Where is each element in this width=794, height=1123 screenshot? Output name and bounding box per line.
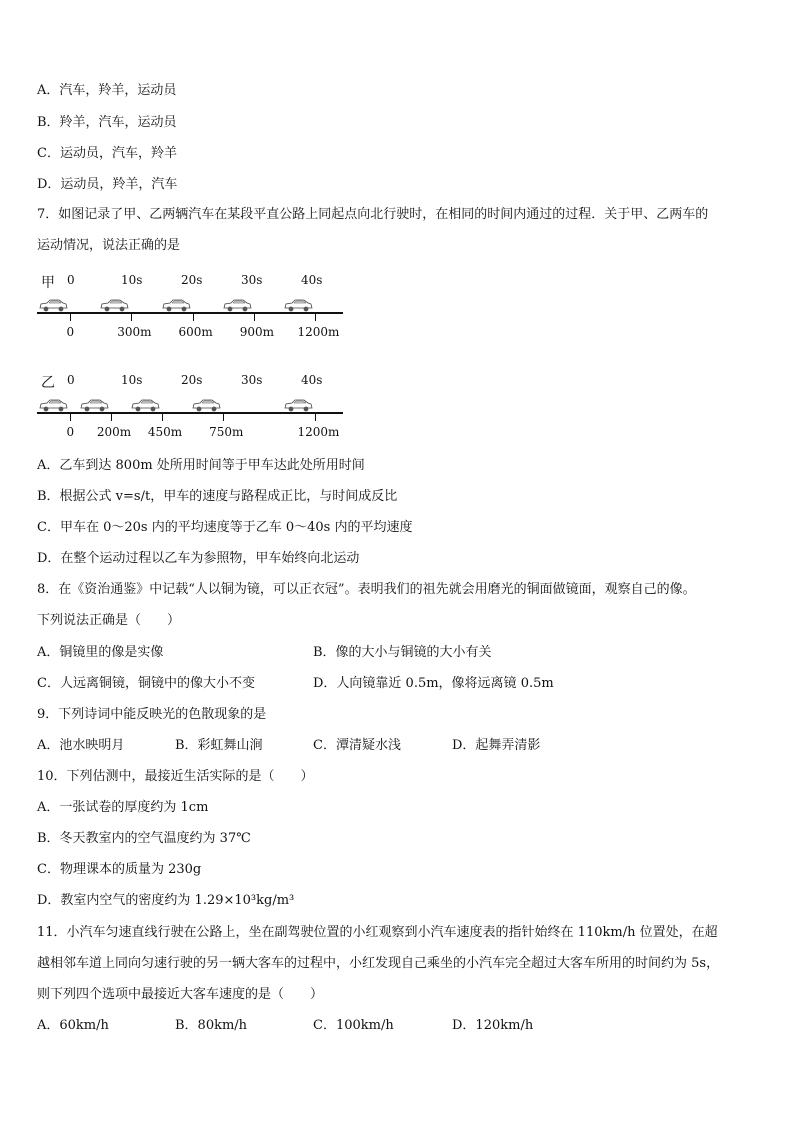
q8-option-d: D．人向镜靠近 0.5m，像将远离镜 0.5m xyxy=(313,676,554,691)
jia-road-line xyxy=(37,312,343,314)
jia-distance-label: 300m xyxy=(117,325,152,339)
q9-option-c: C．潭清疑水浅 xyxy=(313,738,401,753)
jia-distance-tick xyxy=(70,312,71,321)
jia-distance-label: 900m xyxy=(239,325,275,339)
q9-option-b: B．彩虹舞山涧 xyxy=(175,738,263,753)
q7-option-d: D．在整个运动过程以乙车为参照物，甲车始终向北运动 xyxy=(37,551,360,566)
q10-option-c: C．物理课本的质量为 230g xyxy=(37,862,202,877)
yi-car-icon xyxy=(283,398,313,412)
yi-distance-tick xyxy=(162,412,163,421)
jia-time-label: 10s xyxy=(121,273,143,287)
jia-time-label: 0 xyxy=(67,273,75,287)
yi-distance-label: 450m xyxy=(147,425,183,439)
jia-distance-tick xyxy=(254,312,255,321)
jia-time-label: 20s xyxy=(181,273,203,287)
jia-time-label: 40s xyxy=(301,273,323,287)
yi-time-label: 20s xyxy=(181,373,203,387)
q6-option-c: C．运动员，汽车，羚羊 xyxy=(37,146,177,161)
jia-distance-tick xyxy=(315,312,316,321)
yi-distance-tick xyxy=(111,412,112,421)
q11-option-b: B．80km/h xyxy=(175,1018,248,1033)
q11-option-a: A．60km/h xyxy=(37,1018,109,1033)
yi-distance-tick xyxy=(70,412,71,421)
q11-stem-line3: 则下列四个选项中最接近大客车速度的是（ ） xyxy=(37,987,324,1002)
yi-car-icon xyxy=(79,398,109,412)
q11-stem-line2: 越相邻车道上同向匀速行驶的另一辆大客车的过程中，小红发现自己乘坐的小汽车完全超过大客车所用的时间约为 5s， xyxy=(37,956,720,971)
jia-car-icon xyxy=(222,298,252,312)
q8-option-a: A．铜镜里的像是实像 xyxy=(37,645,164,660)
jia-motion-diagram xyxy=(37,270,357,340)
jia-car-icon xyxy=(38,298,68,312)
q6-option-b: B．羚羊，汽车，运动员 xyxy=(37,115,177,130)
q10-option-a: A．一张试卷的厚度约为 1cm xyxy=(37,800,209,815)
jia-distance-tick xyxy=(131,312,132,321)
yi-time-label: 30s xyxy=(241,373,263,387)
jia-car-icon xyxy=(283,298,313,312)
yi-time-label: 40s xyxy=(301,373,323,387)
q11-option-c: C．100km/h xyxy=(313,1018,394,1033)
q10-option-b: B．冬天教室内的空气温度约为 37℃ xyxy=(37,831,251,846)
yi-road-line xyxy=(37,412,343,414)
jia-distance-label: 0 xyxy=(66,325,75,339)
jia-car-icon xyxy=(99,298,129,312)
jia-distance-label: 1200m xyxy=(297,325,340,339)
yi-distance-label: 0 xyxy=(66,425,75,439)
yi-car-icon xyxy=(130,398,160,412)
q7-stem-line2: 运动情况，说法正确的是 xyxy=(37,238,181,253)
jia-distance-label: 600m xyxy=(178,325,213,339)
q8-option-b: B．像的大小与铜镜的大小有关 xyxy=(313,645,492,660)
q9-option-d: D．起舞弄清影 xyxy=(452,738,541,753)
q9-stem: 9．下列诗词中能反映光的色散现象的是 xyxy=(37,707,267,722)
q8-stem-line2: 下列说法正确是（ ） xyxy=(37,613,181,628)
yi-time-label: 10s xyxy=(121,373,143,387)
yi-time-label: 0 xyxy=(67,373,75,387)
q7-option-a: A．乙车到达 800m 处所用时间等于甲车达此处所用时间 xyxy=(37,458,365,473)
yi-motion-diagram xyxy=(37,370,357,440)
q6-option-a: A．汽车，羚羊，运动员 xyxy=(37,83,177,98)
jia-time-label: 30s xyxy=(241,273,263,287)
q8-stem-line1: 8．在《资治通鉴》中记载“人以铜为镜，可以正衣冠”。表明我们的祖先就会用磨光的铜面做镜面，观察自己的像。 xyxy=(37,582,696,597)
q9-option-a: A．池水映明月 xyxy=(37,738,125,753)
jia-label: 甲 xyxy=(41,275,55,291)
yi-car-icon xyxy=(38,398,68,412)
yi-distance-tick xyxy=(223,412,224,421)
q8-option-c: C．人远离铜镜，铜镜中的像大小不变 xyxy=(37,676,255,691)
yi-car-icon xyxy=(191,398,221,412)
q7-stem-line1: 7．如图记录了甲、乙两辆汽车在某段平直公路上同起点向北行驶时，在相同的时间内通过的过程．关于甲、乙两车的 xyxy=(37,207,709,222)
jia-car-icon xyxy=(161,298,191,312)
yi-distance-label: 200m xyxy=(96,425,132,439)
yi-label: 乙 xyxy=(41,375,55,391)
q11-option-d: D．120km/h xyxy=(452,1018,534,1033)
yi-distance-label: 750m xyxy=(209,425,244,439)
q11-stem-line1: 11．小汽车匀速直线行驶在公路上，坐在副驾驶位置的小红观察到小汽车速度表的指针始终在 110km/h 位置处，在超 xyxy=(37,925,718,940)
q6-option-d: D．运动员，羚羊，汽车 xyxy=(37,177,178,192)
yi-distance-label: 1200m xyxy=(297,425,340,439)
q10-stem: 10．下列估测中，最接近生活实际的是（ ） xyxy=(37,769,314,784)
jia-distance-tick xyxy=(193,312,194,321)
yi-distance-tick xyxy=(315,412,316,421)
q10-option-d: D．教室内空气的密度约为 1.29×10³kg/m³ xyxy=(37,893,295,908)
q7-option-b: B．根据公式 v=s/t，甲车的速度与路程成正比，与时间成反比 xyxy=(37,489,398,504)
q7-option-c: C．甲车在 0～20s 内的平均速度等于乙车 0～40s 内的平均速度 xyxy=(37,520,413,535)
